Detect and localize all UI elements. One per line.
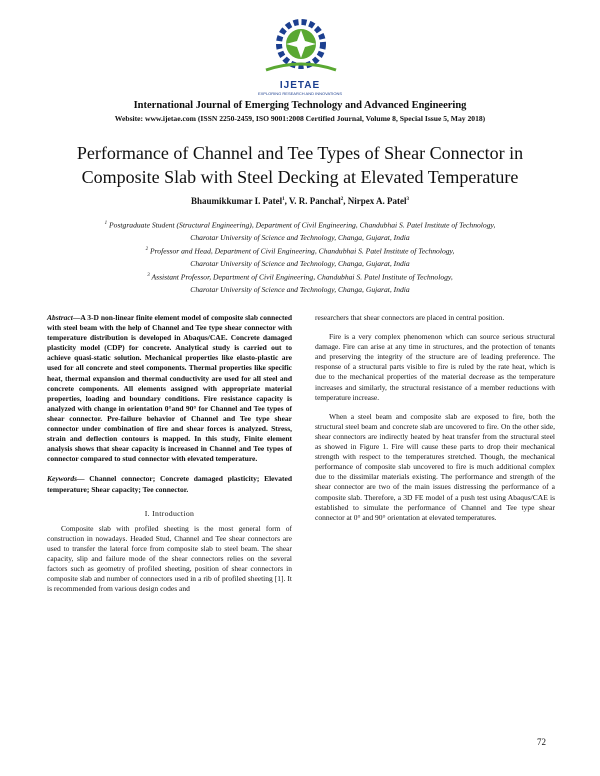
affiliation-1-line-1: Postgraduate Student (Structural Engineering), Department of Civil Engineering, Chandubhai S. Patel Institute of Technology, (109, 220, 496, 230)
intro-paragraph-2: Fire is a very complex phenomenon which can source serious structural damage. Fire can arise at any time in structures, and the protection of tenants and preserving the integrity of the structure are of leading preference. The response of a structural parts visible to fire is ruled by the rate heat, which is due to the mechanical properties of the material decrease as the temperature increases and similarly, the structural resistance of a member reductions with temperature increase. (315, 332, 555, 402)
left-column (47, 313, 292, 594)
page-number: 72 (537, 737, 546, 747)
paper-title (30, 141, 570, 189)
affiliation-1 (20, 218, 580, 232)
affiliation-3-line-2: Charotar University of Science and Technology, Changa, Gujarat, India (190, 285, 410, 295)
author-1-sup: 1 (282, 197, 285, 202)
keywords (47, 474, 292, 494)
author-3-sup: 3 (406, 197, 410, 202)
author-3: , Nirpex A. Patel (343, 196, 407, 206)
author-1: Bhaumikkumar I. Patel (190, 196, 283, 206)
intro-paragraph-1: Composite slab with profiled sheeting is the most general form of construction in nowadays. Headed Stud, Channel and Tee shear connectors are used to transfer the lateral force from composite slab to steel beam. The shear capacity, slip and failure mode of the shear connectors relies on the several factors such as geometry of profiled sheeting, position of shear connectors in composite slab and number of connectors used in a rib of profiled sheeting [1]. It is recommended from various design codes and (47, 523, 292, 594)
affiliation-3-line-1: Assistant Professor, Department of Civil Engineering, Chandubhai S. Patel Institute of Technology, (151, 272, 453, 282)
affiliation-3 (20, 270, 580, 284)
logo-tagline: EXPLORING RESEARCH AND INNOVATIONS (257, 91, 343, 96)
affiliation-2-line-2: Charotar University of Science and Technology, Changa, Gujarat, India (190, 258, 410, 268)
keywords-text: — Channel connector; Concrete damaged plasticity; Elevated temperature; Shear capacity; Tee connector. (47, 474, 292, 494)
affiliation-3-sup: 3 (147, 273, 150, 279)
intro-paragraph-3: When a steel beam and composite slab are exposed to fire, both the structural steel beam and concrete slab are uncovered to fire. On the other side, shear connectors are indirectly heated by heat transfer from the structural steel as showed in Figure 1. Fire will cause these parts to drop their mechanical strength with respect to the temperatures stretched. Though, the mechanical performance of composite slab uncovered to fire is much additional complex due to the dissimilar materials existing. The performance and strength of the shear connector are two of the main issues distressing the performance of a composite slab. Therefore, a 3D FE model of a push test using Abaqus/CAE is established to simulate the performance of Channel and Tee type shear connector at 0° and 90° orientation at elevated temperatures. (315, 411, 555, 522)
abstract-text: —A 3-D non-linear finite element model of composite slab connected with steel beam with the help of Channel and Tee type shear connector with temperature distribution is developed in Abaqus/CAE. Concrete damaged plasticity model (CDP) for concrete. Analytical study is carried out to achieve quasi-static solution. Mechanical properties like elasto-plastic are used for all concrete and steel components. Thermal properties like specific heat, thermal expansion and thermal conductivity are used for all steel and concrete components. All elements assigned with appropriate material properties, loading and boundary conditions. Fire resistance capacity is analyzed with change in orientation 0°and 90° for Channel and Tee types of shear connector. Pre-failure behavior of Channel and Tee type shear connector under combination of fire and shear forces is analyzed. Stress, strain and deflection contours is mapped. In this study, Finite element analysis shows that shear capacity is increased in Channel and Tee types of connector compared to stud connector with elevated temperature. (47, 313, 292, 464)
author-2-sup: 2 (340, 197, 344, 202)
abstract-label: Abstract (47, 313, 73, 322)
right-column (315, 313, 555, 523)
abstract (47, 313, 292, 464)
affiliations (20, 218, 580, 296)
affiliation-2-sup: 2 (145, 247, 149, 253)
affiliation-2-line-1: Professor and Head, Department of Civil Engineering, Chandubhai S. Patel Institute of Technology, (149, 246, 455, 256)
affiliation-1-sup: 1 (104, 221, 108, 226)
keywords-label: Keywords (47, 474, 77, 484)
affiliation-2 (20, 244, 580, 258)
author-list (0, 196, 600, 206)
section-heading-introduction: I. Introduction (144, 508, 195, 518)
title-line-2: Composite Slab with Steel Decking at Elevated Temperature (81, 167, 519, 187)
title-line-1: Performance of Channel and Tee Types of Shear Connector in (76, 143, 524, 163)
logo-gear-icon (279, 22, 323, 66)
affiliation-1-line-2: Charotar University of Science and Technology, Changa, Gujarat, India (190, 232, 410, 242)
intro-continuation: researchers that shear connectors are placed in central position. (315, 313, 505, 322)
logo-text: IJETAE (279, 80, 321, 91)
journal-name: International Journal of Emerging Technology and Advanced Engineering (133, 100, 467, 111)
author-2: , V. R. Panchal (284, 196, 341, 206)
website-line: Website: www.ijetae.com (ISSN 2250-2459, ISO 9001:2008 Certified Journal, Volume 8, Special Issue 5, May 2018) (114, 114, 486, 123)
